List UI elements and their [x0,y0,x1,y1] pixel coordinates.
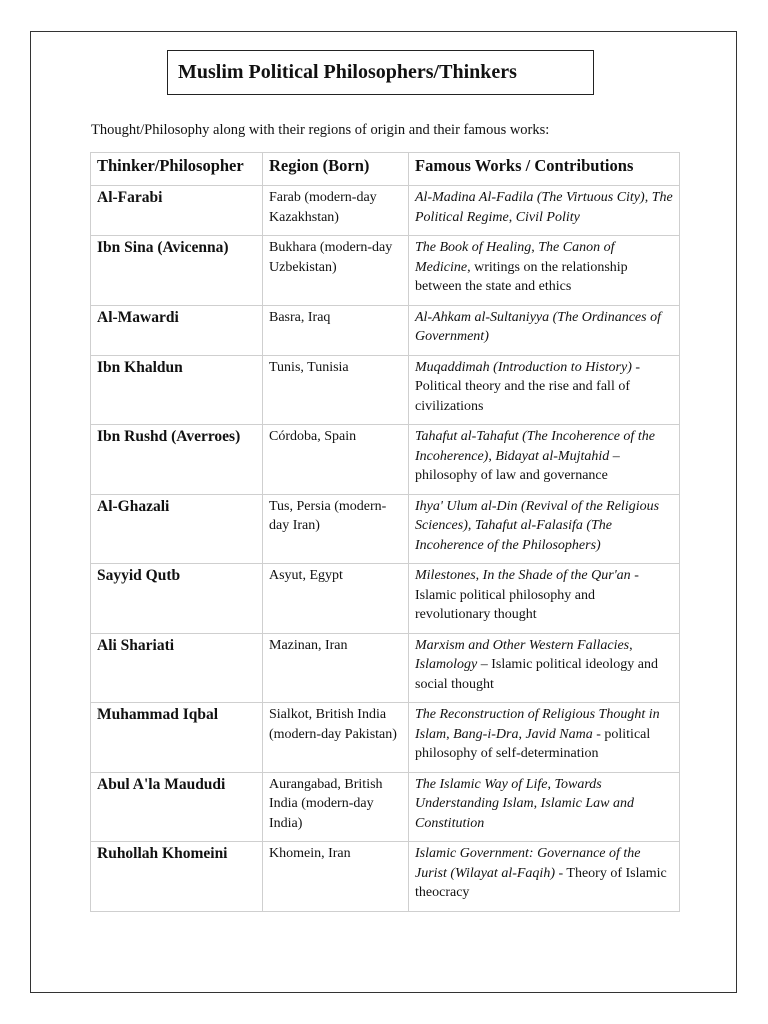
thinker-name-cell: Ibn Khaldun [91,355,263,425]
works-cell [409,633,680,703]
thinker-name-cell: Abul A'la Maududi [91,772,263,842]
work-description: , [518,726,526,742]
table-row [91,425,680,495]
intro-text: Thought/Philosophy along with their regions of origin and their famous works: [91,122,550,138]
table-row [91,236,680,306]
work-title: Marxism and Other Western Fallacies [415,637,630,653]
thinker-name-cell: Al-Ghazali [91,494,263,564]
table-row [91,633,680,703]
works-cell [409,305,680,355]
work-title: Islamic Government: Governance of the Jurist (Wilayat al-Faqih) [415,846,641,881]
work-description: - political philosophy of self-determination [415,726,651,761]
work-description: – Islamic political ideology and social thought [415,657,659,692]
title-box [167,50,594,95]
thinker-name-cell: Al-Farabi [91,186,263,236]
header-region: Region (Born) [263,153,409,186]
works-cell [409,236,680,306]
work-description: , [475,568,483,583]
work-title: Javid Nama [525,726,593,742]
works-cell [409,772,680,842]
work-title: Al-Madina Al-Fadila (The Virtuous City) [415,190,645,205]
header-thinker: Thinker/Philosopher [91,153,263,186]
work-title: The Islamic Way of Life [415,776,548,792]
region-cell: Bukhara (modern-day Uzbekistan) [263,236,409,306]
works-cell [409,494,680,564]
work-description: , [531,240,539,255]
table-row [91,355,680,425]
work-title: Al-Ahkam al-Sultaniyya (The Ordinances of Government) [415,309,661,344]
work-title: Muqaddimah (Introduction to History) [415,359,632,375]
region-cell: Asyut, Egypt [263,564,409,634]
work-description: , [488,448,496,464]
table-row [91,564,680,634]
thinker-name-cell: Sayyid Qutb [91,564,263,634]
works-cell [409,425,680,495]
work-title: Tahafut al-Tahafut (The Incoherence of the Incoherence) [415,429,655,464]
header-works: Famous Works / Contributions [409,153,680,186]
work-title: Islamic Law and Constitution [415,796,634,831]
work-description: - Theory of Islamic theocracy [415,865,667,900]
region-cell: Sialkot, British India (modern-day Pakistan) [263,703,409,773]
work-title: Tahafut al-Falasifa (The Incoherence of the Philosophers) [415,518,613,553]
works-cell [409,842,680,912]
region-cell: Tunis, Tunisia [263,355,409,425]
region-cell: Basra, Iraq [263,305,409,355]
work-description: , [629,637,633,653]
region-cell: Córdoba, Spain [263,425,409,495]
table-body [91,186,680,912]
work-title: Towards Understanding Islam [415,776,602,811]
work-title: The Reconstruction of Religious Thought in Islam [415,707,660,742]
works-cell [409,703,680,773]
region-cell: Farab (modern-day Kazakhstan) [263,186,409,236]
table-row [91,703,680,773]
works-cell [409,564,680,634]
work-description: , [508,209,516,225]
work-title: Ihya' Ulum al-Din (Revival of the Religious Sciences) [415,498,660,533]
work-title: The Political Regime [415,190,673,225]
table-row [91,305,680,355]
work-description: - Political theory and the rise and fall of civilizations [415,359,641,414]
thinker-name-cell: Ali Shariati [91,633,263,703]
thinker-name-cell: Muhammad Iqbal [91,703,263,773]
work-description: , [446,726,454,742]
work-description: – philosophy of law and governance [415,448,620,483]
table-row [91,494,680,564]
work-description: , [644,190,652,205]
table-row [91,186,680,236]
work-description: , [533,796,541,811]
document-title: Muslim Political Philosophers/Thinkers [178,61,517,83]
work-title: Milestones [415,568,476,583]
work-title: The Book of Healing [415,240,532,255]
work-title: In the Shade of the Qur'an [482,568,631,583]
work-description: , [547,776,555,792]
thinker-name-cell: Al-Mawardi [91,305,263,355]
table-row [91,772,680,842]
work-description: , [467,518,475,533]
thinker-name-cell: Ibn Sina (Avicenna) [91,236,263,306]
region-cell: Aurangabad, British India (modern-day India) [263,772,409,842]
work-title: Islamology [415,657,478,672]
work-title: The Canon of Medicine [415,240,615,275]
work-description: - Islamic political philosophy and revolutionary thought [415,568,639,622]
work-title: Bang-i-Dra [453,726,519,742]
table-row [91,842,680,912]
thinker-name-cell: Ruhollah Khomeini [91,842,263,912]
region-cell: Khomein, Iran [263,842,409,912]
region-cell: Mazinan, Iran [263,633,409,703]
table-header-row [91,153,680,186]
work-title: Bidayat al-Mujtahid [495,448,610,464]
region-cell: Tus, Persia (modern-day Iran) [263,494,409,564]
thinkers-table [90,152,680,912]
works-cell [409,355,680,425]
thinker-name-cell: Ibn Rushd (Averroes) [91,425,263,495]
work-description: , writings on the relationship between the state and ethics [415,259,628,294]
works-cell [409,186,680,236]
work-title: Civil Polity [515,209,580,225]
